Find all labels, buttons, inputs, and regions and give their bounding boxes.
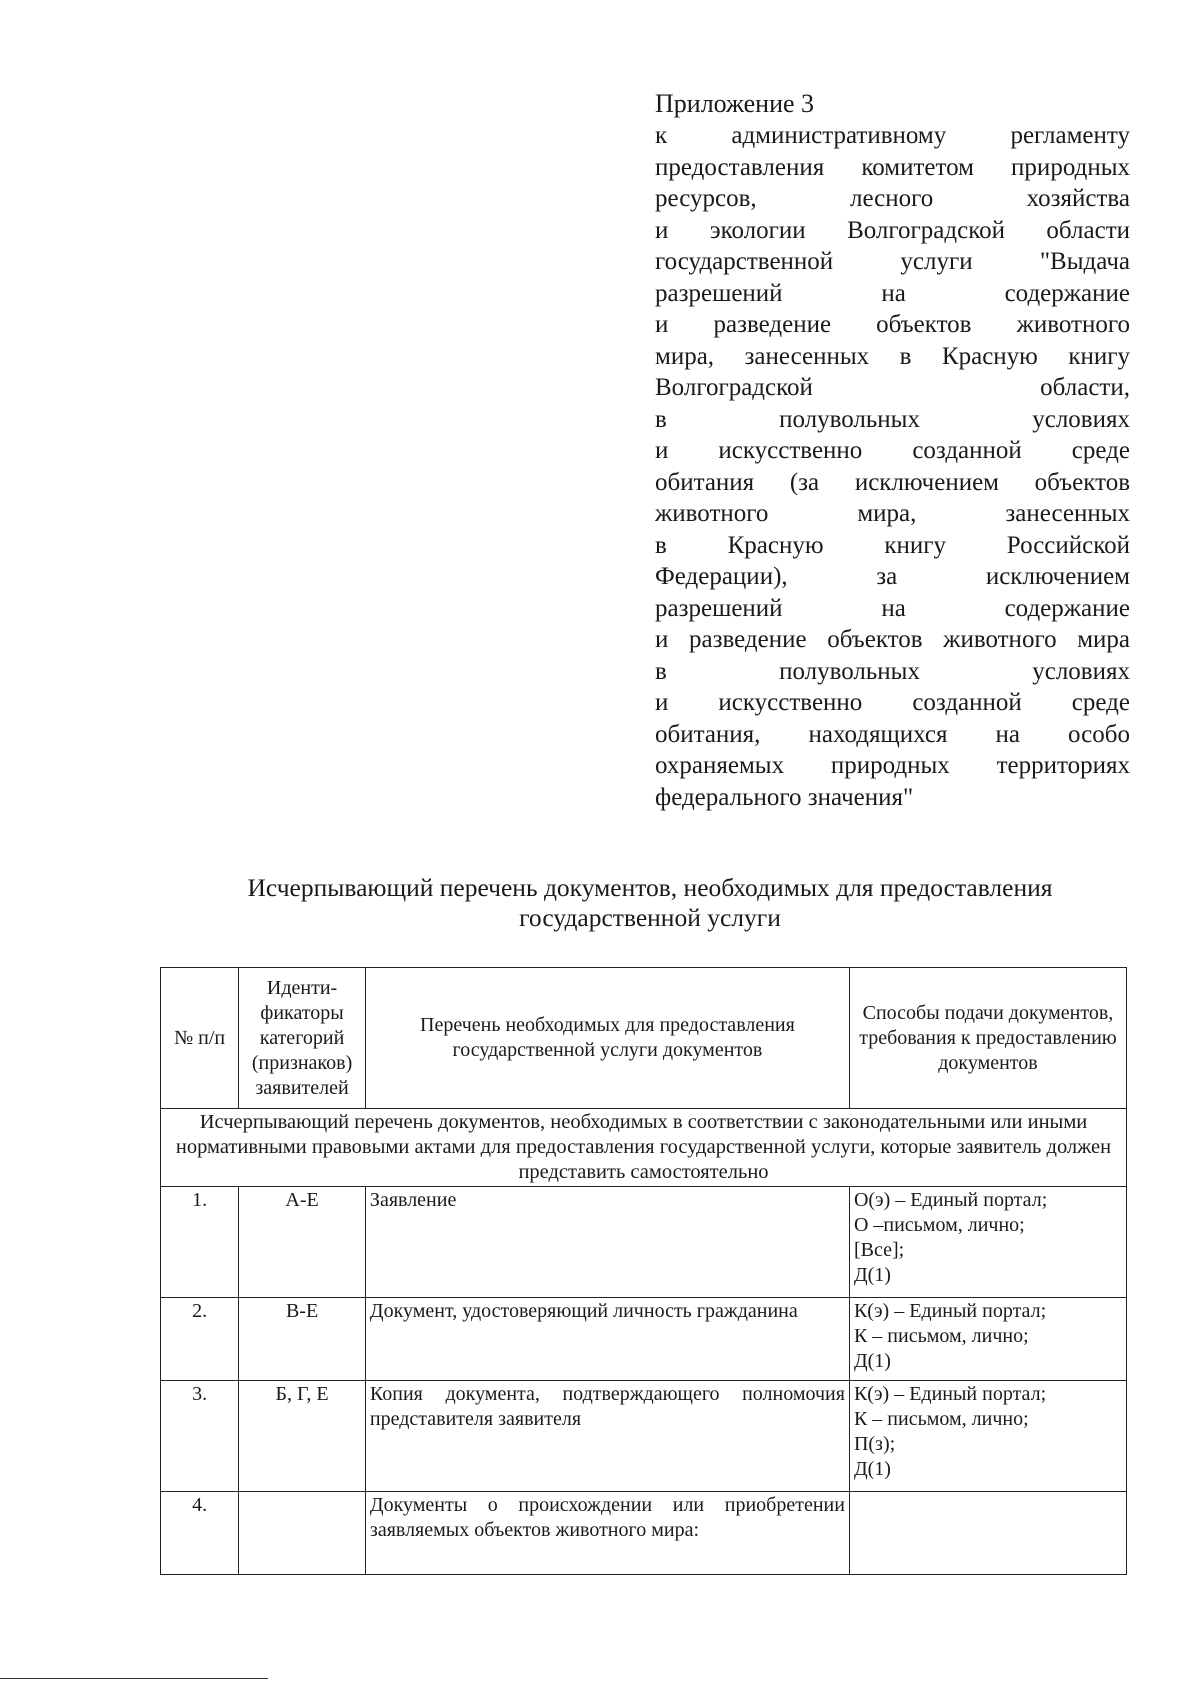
method-line: [Все]; — [853, 1239, 905, 1261]
footnote-divider — [0, 1678, 268, 1679]
row-document: Документы о происхождении или приобретении заявляемых объектов животного мира: — [365, 1492, 849, 1575]
appendix-line: и разведение объектов животного — [655, 311, 1130, 338]
table-row — [161, 1381, 1127, 1492]
appendix-line: обитания, находящихся на особо — [655, 720, 1130, 748]
table-header-row — [161, 968, 1127, 1109]
row-identifiers: А-Е — [239, 1187, 366, 1298]
table-row — [161, 1492, 1127, 1575]
appendix-line: предоставления комитетом природных — [655, 153, 1130, 181]
appendix-line: разрешений на содержание — [655, 594, 1130, 622]
row-methods — [849, 1381, 1126, 1492]
row-num: 3. — [161, 1381, 239, 1492]
appendix-line: в полувольных условиях — [655, 405, 1130, 433]
appendix-line: и экологии Волгоградской области — [655, 216, 1130, 244]
section-caption: Исчерпывающий перечень документов, необходимых в соответствии с законодательными или иными нормативными правовыми актами для предоставления государственной услуги, которые заявитель должен представить самостоятельно — [161, 1109, 1127, 1187]
method-line: О(э) – Единый портал; — [853, 1189, 1048, 1211]
appendix-line: Федерации), за исключением — [655, 563, 1130, 590]
method-line: П(з); — [853, 1433, 896, 1455]
header-num: № п/п — [161, 968, 239, 1109]
method-line: Д(1) — [853, 1350, 891, 1372]
header-document-list: Перечень необходимых для предоставления государственной услуги документов — [365, 968, 849, 1109]
row-identifiers — [239, 1492, 366, 1575]
appendix-line: федерального значения" — [655, 783, 914, 811]
row-num: 4. — [161, 1492, 239, 1575]
appendix-line: обитания (за исключением объектов — [655, 468, 1130, 496]
row-identifiers: В-Е — [239, 1298, 366, 1381]
document-title-line-1: Исчерпывающий перечень документов, необходимых для предоставления — [247, 873, 1053, 902]
documents-table — [160, 967, 1127, 1575]
appendix-line: охраняемых природных территориях — [655, 752, 1130, 779]
row-methods — [849, 1492, 1126, 1575]
appendix-line: мира, занесенных в Красную книгу — [655, 342, 1130, 370]
method-line: К – письмом, лично; — [853, 1325, 1029, 1347]
appendix-line: разрешений на содержание — [655, 279, 1130, 307]
appendix-line: и разведение объектов животного мира — [655, 626, 1130, 653]
document-title-line-2: государственной услуги — [519, 903, 781, 932]
appendix-line: Волгоградской области, — [655, 374, 1130, 401]
method-line: О –письмом, лично; — [853, 1214, 1025, 1236]
appendix-line: в полувольных условиях — [655, 657, 1130, 685]
document-title — [150, 873, 1150, 933]
table-section-row — [161, 1109, 1127, 1187]
row-num: 2. — [161, 1298, 239, 1381]
method-line: К(э) – Единый портал; — [853, 1383, 1047, 1405]
appendix-line: к административному регламенту — [655, 122, 1130, 149]
appendix-title: Приложение 3 — [655, 89, 815, 118]
appendix-line: ресурсов, лесного хозяйства — [655, 185, 1130, 212]
table-row — [161, 1187, 1127, 1298]
appendix-line: государственной услуги "Выдача — [655, 248, 1130, 275]
method-line: К – письмом, лично; — [853, 1408, 1029, 1430]
row-methods — [849, 1187, 1126, 1298]
row-identifiers: Б, Г, Е — [239, 1381, 366, 1492]
appendix-line: в Красную книгу Российской — [655, 531, 1130, 559]
header-identifiers: Иденти-фикаторы категорий (признаков) заявителей — [239, 968, 366, 1109]
table-row — [161, 1298, 1127, 1381]
row-document: Документ, удостоверяющий личность гражданина — [365, 1298, 849, 1381]
appendix-block — [655, 88, 1130, 813]
method-line: Д(1) — [853, 1458, 891, 1480]
method-line: Д(1) — [853, 1264, 891, 1286]
header-submission-methods: Способы подачи документов, требования к предоставлению документов — [849, 968, 1126, 1109]
row-methods — [849, 1298, 1126, 1381]
row-document: Копия документа, подтверждающего полномочия представителя заявителя — [365, 1381, 849, 1492]
appendix-line: и искусственно созданной среде — [655, 689, 1130, 716]
row-num: 1. — [161, 1187, 239, 1298]
row-document: Заявление — [365, 1187, 849, 1298]
appendix-line: животного мира, занесенных — [655, 500, 1130, 527]
method-line: К(э) – Единый портал; — [853, 1300, 1047, 1322]
appendix-line: и искусственно созданной среде — [655, 437, 1130, 464]
